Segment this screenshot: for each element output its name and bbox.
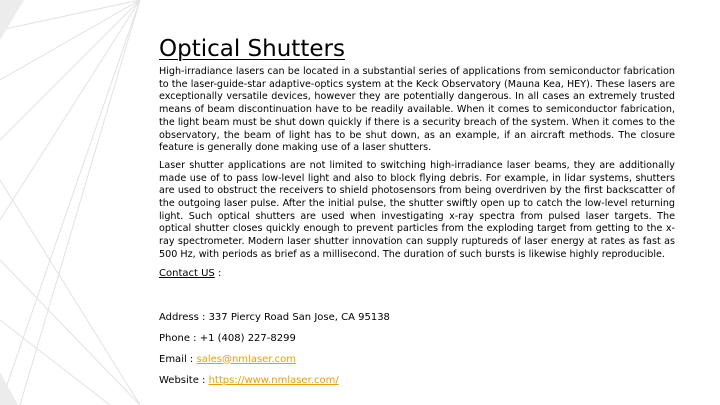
phone-label: Phone : bbox=[159, 332, 200, 344]
address-line bbox=[159, 311, 675, 325]
page-title: Optical Shutters bbox=[159, 36, 345, 62]
website-link[interactable]: https://www.nmlaser.com/ bbox=[208, 374, 339, 386]
phone-line bbox=[159, 332, 675, 346]
email-line bbox=[159, 353, 675, 367]
email-link[interactable]: sales@nmlaser.com bbox=[196, 353, 297, 365]
website-label: Website : bbox=[159, 374, 209, 386]
contact-heading-text: Contact US bbox=[159, 267, 215, 279]
email-label: Email : bbox=[159, 353, 197, 365]
contact-heading bbox=[159, 267, 675, 281]
contact-heading-colon: : bbox=[214, 267, 222, 279]
address-value: 337 Piercy Road San Jose, CA 95138 bbox=[208, 311, 390, 323]
decorative-side-lines bbox=[0, 0, 140, 405]
website-line bbox=[159, 374, 675, 388]
document-body bbox=[159, 34, 675, 395]
paragraph-1: High-irradiance lasers can be located in a substantial series of applications from semiconductor fabrication to the laser-guide-star adaptive-optics system at the Keck Observatory (Mauna Kea, HEY). These lasers are exceptionally versatile devices, however they are potentially dangerous. In all cases an extremely trusted means of beam discontinuation have to be readily available. When it comes to semiconductor fabrication, the light beam must be shut down quickly if there is a security breach of the system. When it comes to the observatory, the beam of light has to be shut down, as an example, if an aircraft methods. The closure feature is generally done making use of a laser shutters. bbox=[159, 66, 675, 154]
phone-value: +1 (408) 227-8299 bbox=[199, 332, 296, 344]
paragraph-2: Laser shutter applications are not limited to switching high-irradiance laser beams, they are additionally made use of to pass low-level light and also to block flying debris. For example, in lidar systems, shutters are used to obstruct the receivers to shield photosensors from being overdriven by the first backscatter of the outgoing laser pulse. After the initial pulse, the shutter swiftly open up to catch the low-level returning light. Such optical shutters are used when investigating x-ray spectra from pulsed laser targets. The optical shutter closes quickly enough to prevent particles from the exploding target from getting to the x-ray spectrometer. Modern laser shutter innovation can supply ruptureds of laser energy at rates as fast as 500 Hz, with periods as brief as a millisecond. The duration of such bursts is likewise highly reproducible. bbox=[159, 159, 675, 260]
contact-details bbox=[159, 311, 675, 388]
address-label: Address : bbox=[159, 311, 209, 323]
